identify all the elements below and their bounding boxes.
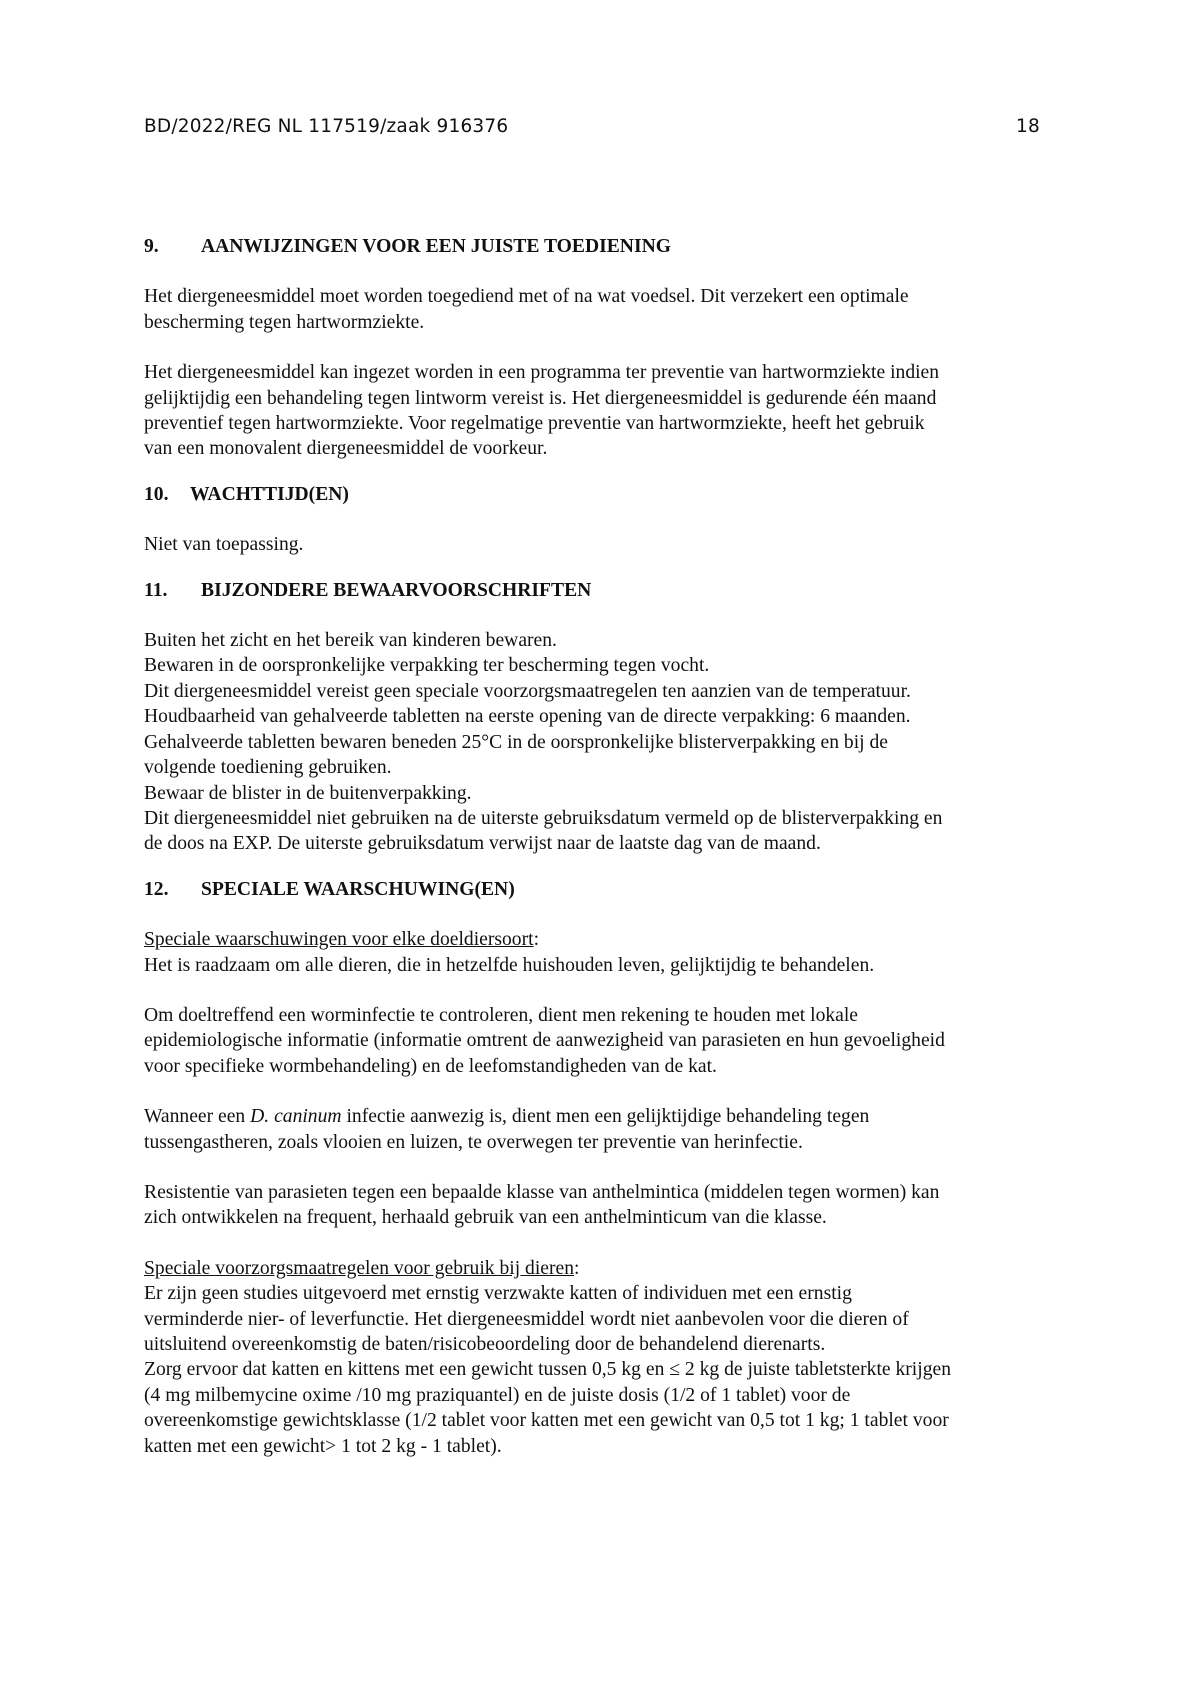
text-line: Bewaren in de oorspronkelijke verpakking ter bescherming tegen vocht.	[144, 655, 710, 677]
document-reference: BD/2022/REG NL 117519/zaak 916376	[144, 116, 509, 137]
subheading-precautions: Speciale voorzorgsmaatregelen voor gebruik bij dieren	[144, 1257, 575, 1279]
text-line: Houdbaarheid van gehalveerde tabletten na eerste opening van de directe verpakking: 6 maanden.	[144, 706, 911, 728]
text-line: volgende toediening gebruiken.	[144, 757, 392, 779]
section-10-heading	[144, 482, 1074, 507]
text-line: voor specifieke wormbehandeling) en de leefomstandigheden van de kat.	[144, 1055, 717, 1077]
species-name: D. caninum	[250, 1106, 342, 1128]
section-title: SPECIALE WAARSCHUWING(EN)	[201, 878, 515, 900]
section-number: 9.	[144, 236, 159, 257]
text-line: Bewaar de blister in de buitenverpakking.	[144, 782, 472, 804]
paragraph	[144, 1256, 1074, 1459]
text-line: epidemiologische informatie (informatie omtrent de aanwezigheid van parasieten en hun gevoeligheid	[144, 1030, 945, 1052]
section-number: 11.	[144, 579, 168, 601]
text-line: Zorg ervoor dat katten en kittens met een gewicht tussen 0,5 kg en ≤ 2 kg de juiste tabletsterkte krijgen	[144, 1359, 951, 1381]
paragraph	[144, 628, 1074, 857]
text-run: Wanneer een	[144, 1106, 251, 1128]
section-number: 12.	[144, 878, 169, 900]
document-body	[144, 234, 1074, 1459]
text-line: van een monovalent diergeneesmiddel de voorkeur.	[144, 438, 548, 460]
colon: :	[574, 1257, 580, 1279]
text-line: Buiten het zicht en het bereik van kinderen bewaren.	[144, 630, 557, 652]
paragraph	[144, 360, 1074, 462]
section-number: 10.	[144, 483, 169, 505]
text-line: Het diergeneesmiddel moet worden toegediend met of na wat voedsel. Dit verzekert een optimale	[144, 286, 909, 308]
section-title: AANWIJZINGEN VOOR EEN JUISTE TOEDIENING	[201, 236, 671, 257]
text-line: bescherming tegen hartwormziekte.	[144, 311, 425, 333]
text-line: preventief tegen hartwormziekte. Voor regelmatige preventie van hartwormziekte, heeft het gebruik	[144, 413, 925, 435]
text-line: Het diergeneesmiddel kan ingezet worden in een programma ter preventie van hartwormziekte indien	[144, 362, 940, 384]
section-12-heading	[144, 877, 1074, 902]
subheading-target-species: Speciale waarschuwingen voor elke doeldiersoort	[144, 929, 534, 951]
page-header	[144, 116, 1040, 137]
text-line: Gehalveerde tabletten bewaren beneden 25°C in de oorspronkelijke blisterverpakking en bij de	[144, 731, 888, 753]
section-title: WACHTTIJD(EN)	[190, 483, 349, 505]
text-line: de doos na EXP. De uiterste gebruiksdatum verwijst naar de laatste dag van de maand.	[144, 833, 821, 855]
section-11-heading	[144, 578, 1074, 603]
text-line: Er zijn geen studies uitgevoerd met ernstig verzwakte katten of individuen met een ernstig	[144, 1283, 852, 1305]
text-run: infectie aanwezig is, dient men een gelijktijdige behandeling tegen	[341, 1106, 870, 1128]
colon: :	[533, 929, 540, 951]
paragraph	[144, 1104, 1074, 1155]
text-line: gelijktijdig een behandeling tegen lintworm vereist is. Het diergeneesmiddel is gedurende één maand	[144, 387, 937, 409]
paragraph	[144, 927, 1074, 978]
text-line: (4 mg milbemycine oxime /10 mg praziquantel) en de juiste dosis (1/2 of 1 tablet) voor de	[144, 1384, 851, 1406]
section-9-heading	[144, 234, 1074, 259]
text-line: uitsluitend overeenkomstig de baten/risicobeoordeling door de behandelend dierenarts.	[144, 1334, 826, 1355]
text-line: Het is raadzaam om alle dieren, die in hetzelfde huishouden leven, gelijktijdig te behandelen.	[144, 954, 875, 976]
text-line: tussengastheren, zoals vlooien en luizen, te overwegen ter preventie van herinfectie.	[144, 1131, 803, 1153]
text-line: Dit diergeneesmiddel niet gebruiken na de uiterste gebruiksdatum vermeld op de blisterverpakking en	[144, 807, 943, 829]
paragraph	[144, 284, 1074, 335]
page-number: 18	[1016, 116, 1040, 137]
paragraph	[144, 1180, 1074, 1231]
paragraph	[144, 1003, 1074, 1079]
text-line: Resistentie van parasieten tegen een bepaalde klasse van anthelmintica (middelen tegen wormen) kan	[144, 1181, 940, 1203]
paragraph: Niet van toepassing.	[144, 534, 304, 556]
text-line: Dit diergeneesmiddel vereist geen speciale voorzorgsmaatregelen ten aanzien van de temperatuur.	[144, 680, 911, 702]
text-line: Om doeltreffend een worminfectie te controleren, dient men rekening te houden met lokale	[144, 1004, 858, 1026]
text-line: overeenkomstige gewichtsklasse (1/2 tablet voor katten met een gewicht van 0,5 tot 1 kg; 1 tablet voor	[144, 1410, 949, 1432]
section-title: BIJZONDERE BEWAARVOORSCHRIFTEN	[201, 579, 592, 601]
text-line: katten met een gewicht> 1 tot 2 kg - 1 tablet).	[144, 1435, 502, 1457]
text-line: verminderde nier- of leverfunctie. Het diergeneesmiddel wordt niet aanbevolen voor die dieren of	[144, 1308, 909, 1330]
text-line: zich ontwikkelen na frequent, herhaald gebruik van een anthelminticum van die klasse.	[144, 1207, 827, 1229]
